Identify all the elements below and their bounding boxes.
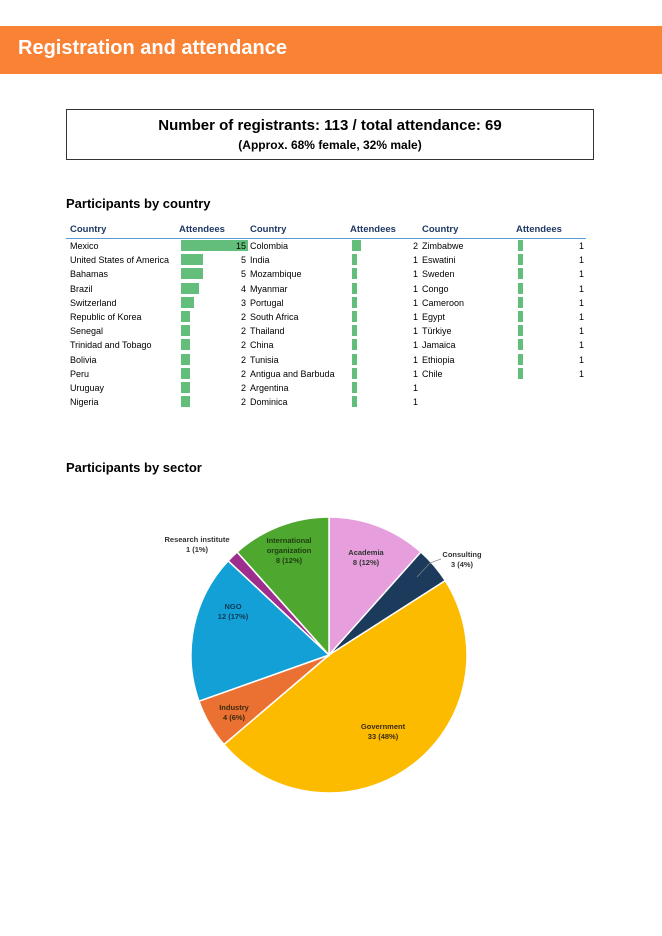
table-header [246,224,420,239]
table-row [418,353,586,367]
country-name: Dominica [250,397,288,408]
attendee-count: 1 [578,297,584,308]
attendee-data-bar [181,354,190,365]
country-name: Bahamas [70,269,109,280]
sector-pie-chart [150,505,510,805]
attendee-data-bar [181,339,190,350]
country-name: Eswatini [422,255,456,266]
attendee-count: 2 [240,368,246,379]
pie-label-academia: Academia 8 (12%) [348,548,384,567]
table-row [418,367,586,381]
country-name: Egypt [422,312,446,322]
attendee-data-bar [518,254,523,265]
table-row [246,381,420,395]
country-name: Ethiopia [422,354,455,365]
attendee-count: 5 [240,269,246,280]
table-row [246,324,420,338]
attendee-count: 1 [412,354,418,365]
attendee-count: 1 [578,255,584,266]
table-header [418,224,586,239]
country-name: Mozambique [250,269,302,280]
column-header-country: Country [70,224,107,235]
table-row [418,253,586,267]
attendee-data-bar [518,283,523,294]
attendee-data-bar [518,268,523,279]
attendee-count: 1 [412,383,418,393]
country-name: Antigua and Barbuda [250,368,335,379]
table-row [246,239,420,253]
attendee-count: 2 [240,340,246,351]
table-row [246,267,420,281]
table-row [66,324,248,338]
table-row [418,239,586,253]
column-header-country: Country [422,224,459,235]
table-row [418,310,586,324]
attendee-data-bar [181,311,190,322]
attendee-count: 1 [578,241,584,251]
country-name: Jamaica [422,340,456,351]
attendee-data-bar [181,368,190,379]
country-name: China [250,340,274,351]
attendee-count: 2 [240,354,246,365]
attendee-count: 2 [412,241,418,251]
table-row [66,282,248,296]
country-table-1 [66,224,248,409]
attendee-data-bar [181,283,199,294]
table-row [66,267,248,281]
column-header-country: Country [250,224,287,235]
sector-section-title: Participants by sector [66,460,202,475]
attendee-count: 4 [240,283,246,294]
country-name: Brazil [70,283,93,294]
table-row [66,353,248,367]
attendee-count: 1 [412,283,418,294]
country-name: Argentina [250,383,289,393]
attendee-data-bar [352,396,357,407]
attendee-count: 3 [240,297,246,308]
country-table-2 [246,224,420,409]
pie-label-consulting: Consulting 3 (4%) [442,550,482,569]
gender-summary: (Approx. 68% female, 32% male) [238,138,422,152]
table-row [418,267,586,281]
attendee-data-bar [181,382,190,393]
table-row [66,239,248,253]
attendee-count: 15 [235,241,246,251]
registrants-summary: Number of registrants: 113 / total attendance: 69 [158,117,502,134]
attendee-data-bar [352,339,357,350]
attendee-data-bar [352,354,357,365]
attendee-count: 1 [578,368,584,379]
country-name: Peru [70,368,90,379]
attendee-count: 1 [578,354,584,365]
attendee-count: 1 [412,340,418,351]
attendee-data-bar [181,268,203,279]
country-name: Myanmar [250,283,288,294]
country-name: Switzerland [70,297,117,308]
table-row [66,395,248,409]
table-row [246,338,420,352]
country-name: Thailand [250,326,285,337]
country-name: Nigeria [70,397,99,408]
pie-label-research-institute: Research institute 1 (1%) [164,535,230,554]
pie-label-industry: Industry 4 (6%) [219,703,249,722]
attendee-count: 1 [578,326,584,337]
attendee-data-bar [518,339,523,350]
attendee-data-bar [518,354,523,365]
attendee-data-bar [518,311,523,322]
table-row [66,367,248,381]
attendee-data-bar [352,368,357,379]
country-tables [0,0,662,420]
table-row [246,253,420,267]
country-name: Senegal [70,326,104,337]
attendee-data-bar [181,297,194,308]
attendee-data-bar [518,240,523,251]
country-section-title: Participants by country [66,196,211,211]
table-row [66,338,248,352]
country-name: Congo [422,283,449,294]
attendee-data-bar [352,382,357,393]
country-name: Trinidad and Tobago [70,340,152,351]
country-name: South Africa [250,312,299,322]
attendee-count: 1 [412,326,418,337]
country-name: Türkiye [422,326,452,337]
attendee-data-bar [518,297,523,308]
country-name: Tunisia [250,354,279,365]
attendee-count: 1 [578,340,584,351]
attendee-data-bar [352,311,357,322]
attendee-data-bar [352,240,361,251]
attendee-count: 1 [412,255,418,266]
country-name: Colombia [250,241,289,251]
attendee-count: 1 [412,297,418,308]
pie-label-government: Government 33 (48%) [360,722,406,741]
country-name: Republic of Korea [70,312,142,322]
attendee-count: 2 [240,312,246,322]
attendee-count: 2 [240,326,246,337]
country-name: Zimbabwe [422,241,464,251]
table-row [66,296,248,310]
attendee-data-bar [352,325,357,336]
attendee-count: 2 [240,383,246,393]
column-header-attendees: Attendees [350,224,396,235]
table-row [246,395,420,409]
attendee-count: 5 [240,255,246,266]
country-name: Bolivia [70,354,97,365]
sector-pie-svg [150,505,510,805]
column-header-attendees: Attendees [516,224,562,235]
attendee-count: 1 [578,269,584,280]
attendee-data-bar [352,268,357,279]
table-row [246,310,420,324]
attendee-data-bar [181,396,190,407]
country-name: United States of America [70,255,170,266]
table-row [246,282,420,296]
pie-label-international-organization: International organization 8 (12%) [266,536,312,565]
table-row [66,381,248,395]
country-name: Chile [422,368,443,379]
country-table-3 [418,224,586,381]
page-title: Registration and attendance [18,37,287,59]
attendee-count: 1 [412,368,418,379]
table-row [418,338,586,352]
table-row [246,353,420,367]
attendee-data-bar [181,254,203,265]
country-name: Cameroon [422,297,465,308]
attendee-count: 1 [412,312,418,322]
table-header [66,224,248,239]
attendee-data-bar [352,297,357,308]
table-row [66,310,248,324]
country-name: Uruguay [70,383,105,393]
attendee-count: 1 [412,397,418,408]
country-name: Mexico [70,241,99,251]
country-name: Sweden [422,269,455,280]
table-row [246,367,420,381]
attendee-data-bar [181,325,190,336]
pie-label-ngo: NGO 12 (17%) [217,602,249,621]
column-header-attendees: Attendees [179,224,225,235]
country-name: India [250,255,270,266]
attendee-data-bar [518,368,523,379]
table-row [418,296,586,310]
attendee-count: 2 [240,397,246,408]
table-row [246,296,420,310]
attendee-count: 1 [578,283,584,294]
table-row [418,324,586,338]
attendee-data-bar [352,283,357,294]
attendee-data-bar [518,325,523,336]
attendee-count: 1 [412,269,418,280]
country-name: Portugal [250,297,284,308]
attendee-data-bar [352,254,357,265]
attendee-count: 1 [578,312,584,322]
table-row [418,282,586,296]
table-row [66,253,248,267]
